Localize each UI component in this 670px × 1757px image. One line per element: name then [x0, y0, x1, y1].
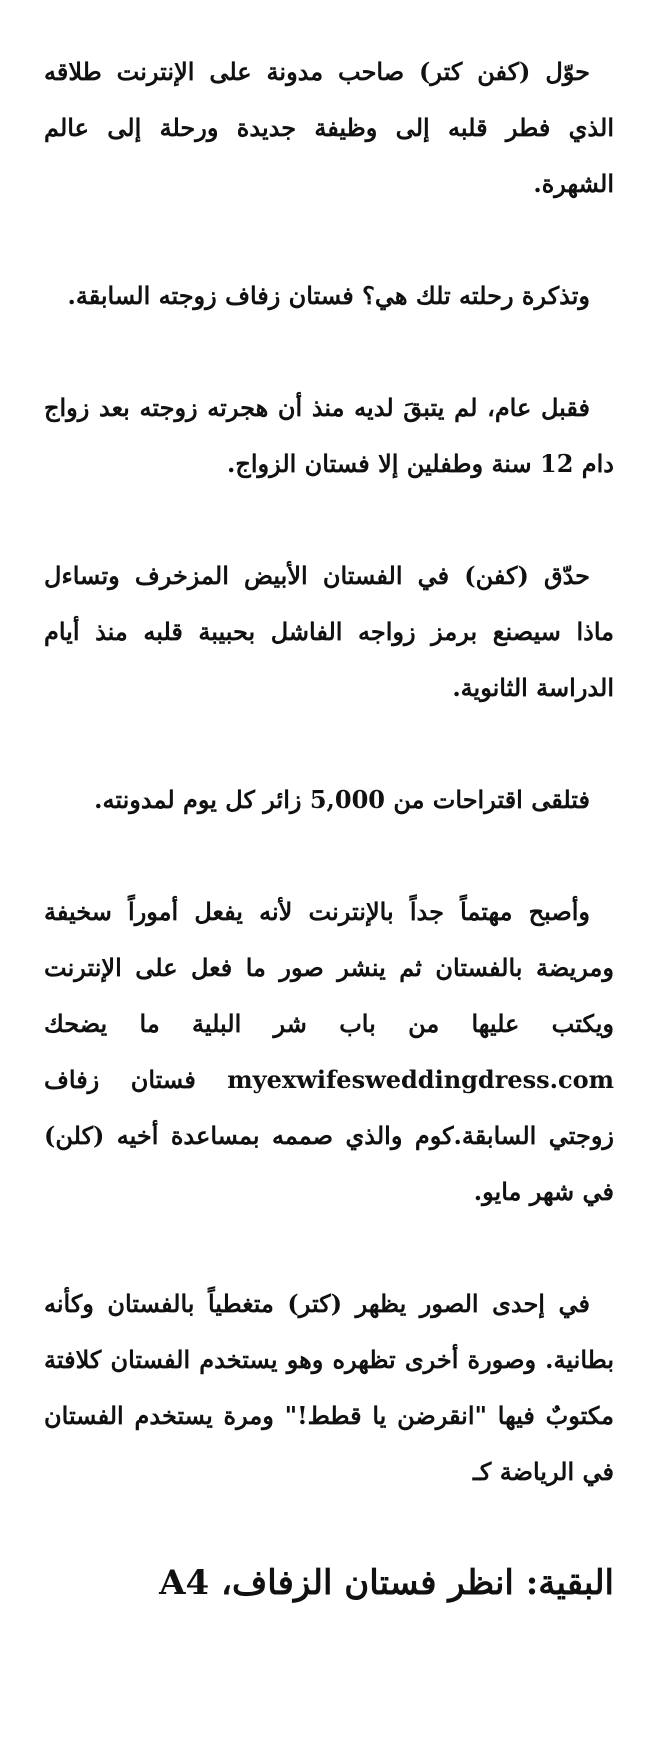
article-paragraph [44, 1276, 614, 1500]
paragraph-text: فقبل عام، لم يتبقَ لديه منذ أن هجرته زوجته بعد زواج دام 12 سنة وطفلين إلا فستان الزواج. [44, 393, 614, 478]
paragraph-text: فتلقى اقتراحات من 5,000 زائر كل يوم لمدونته. [94, 785, 590, 814]
paragraph-text: وتذكرة رحلته تلك هي؟ فستان زفاف زوجته السابقة. [67, 281, 590, 310]
article-paragraph [44, 884, 614, 1220]
article-paragraph [44, 772, 614, 828]
article-paragraph [44, 44, 614, 212]
paragraph-text: وأصبح مهتماً جداً بالإنترنت لأنه يفعل أموراً سخيفة ومريضة بالفستان ثم ينشر صور ما فعل على الإنترنت ويكتب عليها من باب شر البلية ما يضحك [44, 897, 614, 1038]
article-paragraph [44, 268, 614, 324]
article [44, 44, 614, 1610]
continuation-note: البقية: انظر فستان الزفاف، A4 [159, 1563, 614, 1603]
website-url: myexwifesweddingdress.com [227, 1065, 615, 1094]
paragraph-text: فستان زفاف زوجتي السابقة.كوم والذي صممه بمساعدة أخيه (كلن) في شهر مايو. [44, 1065, 614, 1206]
article-paragraph [44, 548, 614, 716]
paragraph-text: حوّل (كفن كتر) صاحب مدونة على الإنترنت طلاقه الذي فطر قلبه إلى وظيفة جديدة ورحلة إلى عالم الشهرة. [44, 57, 614, 198]
paragraph-text: في إحدى الصور يظهر (كتر) متغطياً بالفستان وكأنه بطانية. وصورة أخرى تظهره وهو يستخدم الفستان كلافتة مكتوبٌ فيها "انقرضن يا قطط!" ومرة يستخدم الفستان في الرياضة كـ [44, 1289, 614, 1486]
article-paragraph [44, 380, 614, 492]
paragraph-text: حدّق (كفن) في الفستان الأبيض المزخرف وتساءل ماذا سيصنع برمز زواجه الفاشل بحبيبة قلبه منذ أيام الدراسة الثانوية. [44, 561, 614, 702]
